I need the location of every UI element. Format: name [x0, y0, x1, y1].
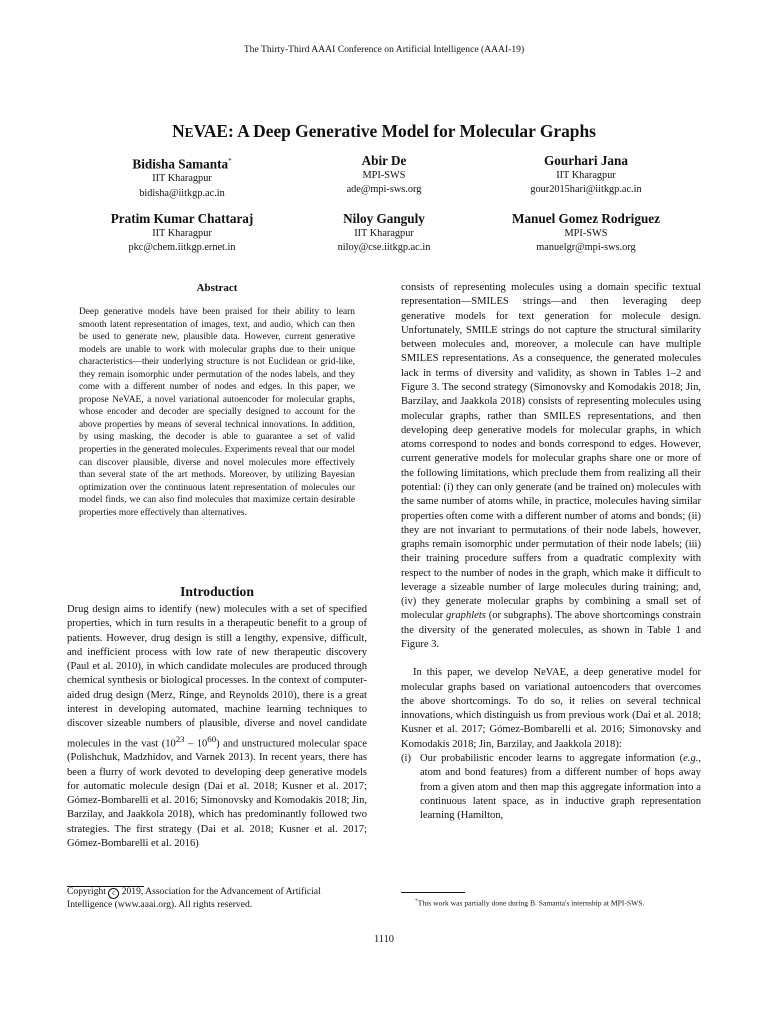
- author-affiliation: IIT Kharagpur: [556, 170, 616, 181]
- author-affiliation: MPI-SWS: [362, 170, 406, 181]
- author-email: manuelgr@mpi-sws.org: [536, 242, 636, 254]
- author-name: Bidisha Samanta*: [132, 156, 232, 172]
- author-affiliation: MPI-SWS: [564, 228, 608, 239]
- title-rest: VAE: A Deep Generative Model for Molecular Graphs: [193, 121, 596, 141]
- intro-paragraph: In this paper, we develop NeVAE, a deep generative model for molecular graphs based on variational autoencoders that overcomes the above shortcomings. To do so, it relies on several technical innovations, which distinguish us from previous work (Dai et al. 2018; Kusner et al. 2017; Gómez-Bombarelli et al. 2016; Simonovsky and Komodakis 2018; Jin, Barzilay, and Jaakkola 2018):: [401, 667, 701, 750]
- author-name: Pratim Kumar Chattaraj: [110, 211, 254, 226]
- title-smallcaps-e: E: [184, 125, 194, 140]
- footnote-rule: [401, 892, 465, 893]
- list-item-text: Our probabilistic encoder learns to aggregate information (e.g., atom and bond features) from a different number of hops away from a given atom and then map this aggregate information into a continuous latent space, as in inductive graph representation learning (Hamilton,: [420, 753, 701, 822]
- intro-right-column: [401, 281, 701, 823]
- author-name: Gourhari Jana: [544, 153, 628, 168]
- list-item: [401, 752, 701, 823]
- author-name: Abir De: [361, 153, 407, 168]
- author-block: [466, 153, 706, 197]
- author-email: niloy@cse.iitkgp.ac.in: [337, 242, 431, 254]
- page-number: 1110: [373, 934, 394, 945]
- conference-header: The Thirty-Third AAAI Conference on Artificial Intelligence (AAAI-19): [243, 44, 525, 55]
- author-name: Manuel Gomez Rodriguez: [512, 211, 660, 226]
- author-affiliation: IIT Kharagpur: [152, 173, 212, 185]
- exponent: 60: [207, 733, 217, 744]
- paper-title: [0, 121, 768, 142]
- list-item-label: (i): [401, 753, 411, 764]
- intro-left-column: [67, 603, 367, 851]
- author-email: bidisha@iitkgp.ac.in: [139, 187, 225, 199]
- abstract-heading: Abstract: [196, 282, 238, 294]
- author-name: Niloy Ganguly: [343, 211, 425, 226]
- author-email: gour2015hari@iitkgp.ac.in: [530, 184, 642, 196]
- intro-paragraph: Drug design aims to identify (new) molecules with a set of specified properties, which in turn results in a therapeutic benefit to a group of patients. However, drug design is still a lengthy, expensive, difficult, and inefficient process with low rate of new therapeutic discovery (Paul et al. 2010), in which candidate molecules are produced through chemical synthesis or biological processes. In the context of computer-aided drug design (Merz, Ringe, and Reynolds 2010), there is a great interest in developing automated, machine learning techniques to discover sizeable numbers of plausible, diverse and novel candidate molecules in the vast $(10^{23} - 10^{60})$ and unstructured molecular space (Polishchuk, Madzhidov, and Varnek 2013). In recent years, there has been a flurry of work devoted to developing deep generative models for automatic molecule design (Dai et al. 2018; Kusner et al. 2017; Gómez-Bombarelli et al. 2016; Simonovsky and Komodakis 2018; Jin, Barzilay, and Jaakkola 2018), which has predominantly followed two strategies. The first strategy (Dai et al. 2018; Kusner et al. 2017; Gómez-Bombarelli et al. 2016): [67, 604, 367, 850]
- copyright-symbol: c: [108, 888, 119, 899]
- footnote: *This work was partially done during B. Samanta's internship at MPI-SWS.: [415, 898, 645, 908]
- copyright-notice: Copyright c 2019, Association for the Advancement of Artificial Intelligence (www.aaai.org). All rights reserved.: [67, 886, 321, 910]
- exponent: 23: [175, 733, 185, 744]
- introduction-heading: Introduction: [180, 584, 254, 599]
- title-initial-n: N: [172, 121, 185, 141]
- author-email: pkc@chem.iitkgp.ernet.in: [128, 242, 236, 254]
- intro-paragraph: consists of representing molecules using a domain specific textual representation—SMILES strings—and then leveraging deep generative models for text generation for molecule design. Unfortunately, SMILE strings do not capture the structural similarity between molecules and, moreover, a molecule can have multiple SMILES representations. As a consequence, the generated molecules lack in terms of diversity and validity, as shown in Tables 1–2 and Figure 3. The second strategy (Simonovsky and Komodakis 2018; Jin, Barzilay, and Jaakkola 2018) consists of representing molecules using molecular graphs, rather than SMILES representations, and then developing deep generative models for molecular graphs, in which atoms correspond to nodes and bonds correspond to edges. However, current generative models for molecular graphs share one or more of the following limitations, which preclude them from realizing all their potential: (i) they can only generate (and be trained on) molecules with the same number of atoms while, in practice, molecules having similar properties often come with a different number of atoms and bonds; (ii) they are not invariant to permutations of their node labels, however, graphs remain isomorphic under permutation of their node labels; (iii) their training procedure suffers from a quadratic complexity with respect to the number of nodes in the graph, which make it difficult to leverage a sizeable number of large molecules during training; and, (iv) they generate molecular graphs by combining a small set of molecular graphlets (or subgraphs). The above shortcomings constrain the diversity of the generated molecules, as shown in Table 1 and Figure 3.: [401, 282, 701, 651]
- author-footnote-mark: *: [228, 157, 232, 165]
- author-block: [466, 211, 706, 255]
- italic-term: graphlets: [446, 610, 486, 622]
- author-affiliation: IIT Kharagpur: [354, 228, 414, 239]
- author-email: ade@mpi-sws.org: [346, 184, 422, 196]
- abstract-body: Deep generative models have been praised for their ability to learn smooth latent representation of images, text, and audio, which can then be used to generate new, plausible data. However, current generative models are unable to work with molecular graphs due to their unique characteristics—their underlying structure is not Euclidean or grid-like, they remain isomorphic under permutation of the nodes labels, and they come with a different number of nodes and edges. In this paper, we propose NeVAE, a novel variational autoencoder for molecular graphs, whose encoder and decoder are specially designed to account for the above properties by means of several technical innovations. In addition, by using masking, the decoder is able to guarantee a set of valid properties in the generated molecules. Experiments reveal that our model can discover plausible, diverse and novel molecules more effectively than several state of the art methods. Moreover, by utilizing Bayesian optimization over the continuous latent representation of molecules our model finds, we can also find molecules that maximize certain desirable properties more effectively than alternatives.: [79, 307, 355, 518]
- author-affiliation: IIT Kharagpur: [152, 228, 212, 239]
